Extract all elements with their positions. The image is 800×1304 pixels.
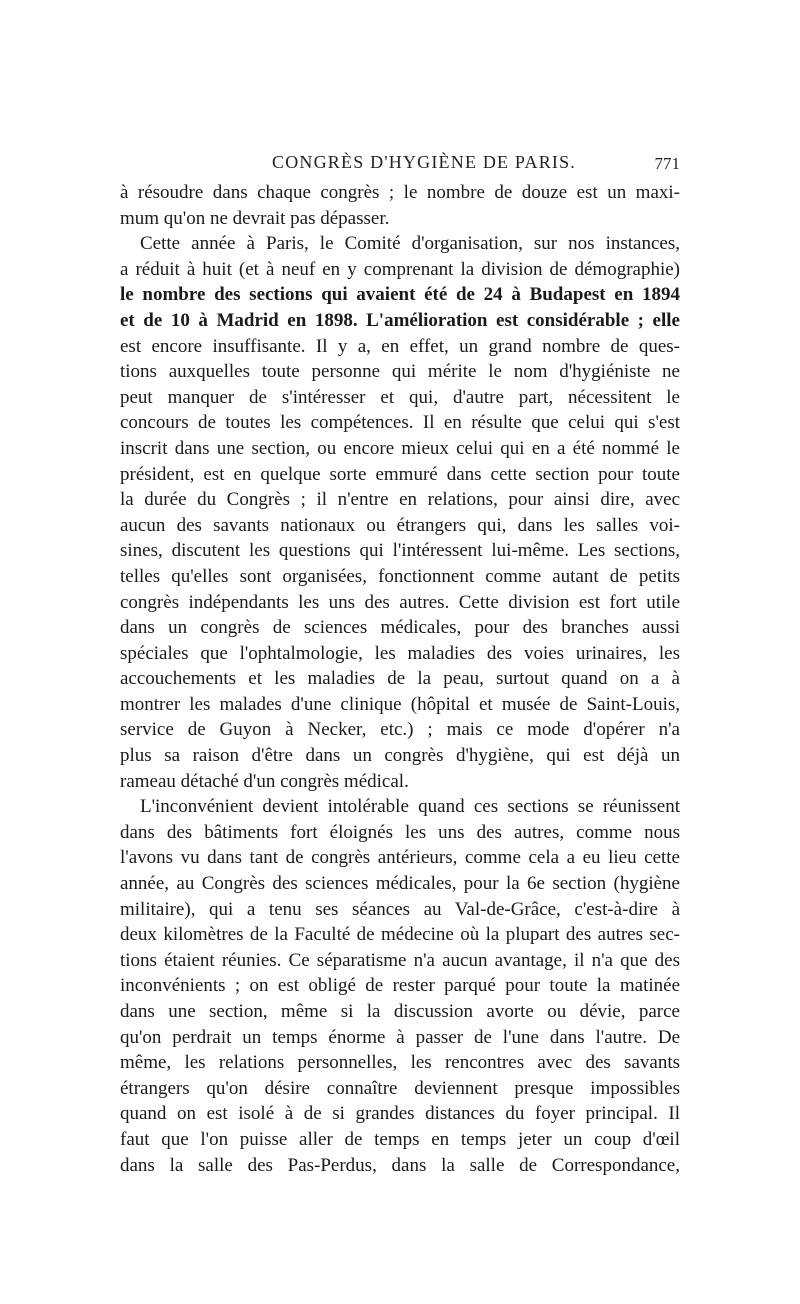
text-line: sines, discutent les questions qui l'intéressent lui-même. Les sections, [120, 540, 680, 562]
text-line: service de Guyon à Necker, etc.) ; mais ce mode d'opérer n'a [120, 719, 680, 741]
page-number: 771 [654, 154, 680, 173]
text-line: étrangers qu'on désire connaître deviennent presque impossibles [120, 1077, 680, 1099]
text-line: plus sa raison d'être dans un congrès d'hygiène, qui est déjà un [120, 745, 680, 767]
text-line: tions auxquelles toute personne qui mérite le nom d'hygiéniste ne [120, 361, 680, 383]
text-line: telles qu'elles sont organisées, fonctionnent comme autant de petits [120, 565, 680, 587]
text-line: inscrit dans une section, ou encore mieux celui qui en a été nommé le [120, 437, 680, 459]
text-line: a réduit à huit (et à neuf en y comprenant la division de démographie) [120, 258, 680, 280]
body-text [120, 180, 680, 1176]
text-line: L'inconvénient devient intolérable quand ces sections se réunissent [140, 796, 680, 818]
running-head: CONGRÈS D'HYGIÈNE DE PARIS. [272, 152, 576, 172]
text-line: montrer les malades d'une clinique (hôpital et musée de Saint-Louis, [120, 693, 680, 715]
text-line: dans un congrès de sciences médicales, pour des branches aussi [120, 617, 680, 639]
text-line: congrès indépendants les uns des autres. Cette division est fort utile [120, 591, 680, 613]
text-line: dans des bâtiments fort éloignés les uns des autres, comme nous [120, 821, 680, 843]
text-line: deux kilomètres de la Faculté de médecine où la plupart des autres sec- [120, 924, 680, 946]
text-line: tions étaient réunies. Ce séparatisme n'a aucun avantage, il n'a que des [120, 949, 680, 971]
text-line: rameau détaché d'un congrès médical. [120, 770, 409, 792]
text-line: à résoudre dans chaque congrès ; le nombre de douze est un maxi- [120, 182, 680, 203]
text-line: président, est en quelque sorte emmuré dans cette section pour toute [120, 463, 680, 485]
text-line: même, les relations personnelles, les rencontres avec des savants [120, 1052, 680, 1074]
text-line: est encore insuffisante. Il y a, en effet, un grand nombre de ques- [120, 335, 680, 357]
page-header [120, 150, 680, 180]
text-line: accouchements et les maladies de la peau, surtout quand on a à [120, 668, 680, 690]
text-line: qu'on perdrait un temps énorme à passer de l'une dans l'autre. De [120, 1026, 680, 1048]
text-line: quand on est isolé à de si grandes distances du foyer principal. Il [120, 1103, 680, 1125]
text-line: le nombre des sections qui avaient été de 24 à Budapest en 1894 [120, 284, 680, 306]
text-line: aucun des savants nationaux ou étrangers qui, dans les salles voi- [120, 514, 680, 536]
text-line: faut que l'on puisse aller de temps en temps jeter un coup d'œil [120, 1128, 680, 1150]
text-line: concours de toutes les compétences. Il en résulte que celui qui s'est [120, 412, 680, 434]
text-line: la durée du Congrès ; il n'entre en relations, pour ainsi dire, avec [120, 489, 680, 511]
text-line: l'avons vu dans tant de congrès antérieurs, comme cela a eu lieu cette [120, 847, 680, 869]
text-line: spéciales que l'ophtalmologie, les maladies des voies urinaires, les [120, 642, 680, 664]
text-line: Cette année à Paris, le Comité d'organisation, sur nos instances, [140, 233, 680, 255]
text-line: dans une section, même si la discussion avorte ou dévie, parce [120, 1001, 680, 1022]
text-line: militaire), qui a tenu ses séances au Val-de-Grâce, c'est-à-dire à [120, 898, 680, 920]
text-line: peut manquer de s'intéresser et qui, d'autre part, nécessitent le [120, 386, 680, 408]
text-line: mum qu'on ne devrait pas dépasser. [120, 207, 390, 229]
text-line: inconvénients ; on est obligé de rester parqué pour toute la matinée [120, 975, 680, 997]
text-line: et de 10 à Madrid en 1898. L'amélioration est considérable ; elle [120, 309, 680, 331]
text-line: année, au Congrès des sciences médicales, pour la 6e section (hygiène [120, 873, 680, 895]
text-line: dans la salle des Pas-Perdus, dans la salle de Correspondance, [120, 1154, 680, 1176]
